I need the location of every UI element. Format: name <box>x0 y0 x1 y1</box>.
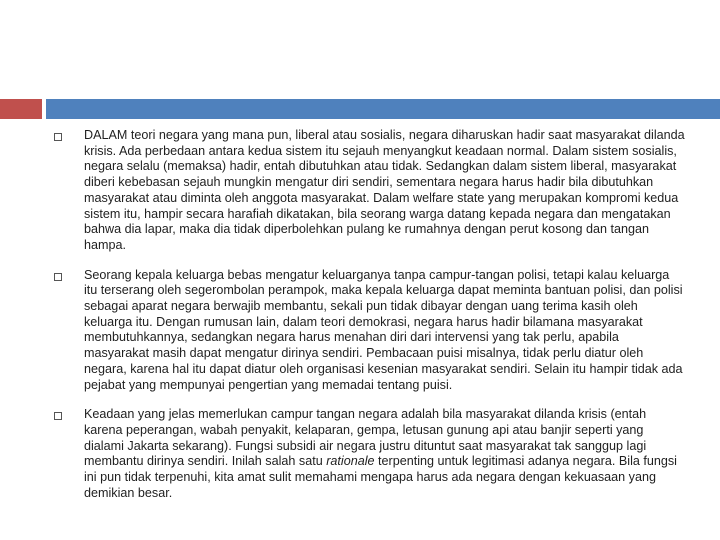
square-bullet-icon <box>54 133 62 141</box>
paragraph-text-part: terpenting untuk legitimasi adanya negara. Bila fungsi ini pun tidak terpenuhi, kita amat sulit memahami mengapa harus ada negara dengan kekuasaan yang demikian besar. <box>84 454 677 500</box>
italic-term: rationale <box>326 454 375 469</box>
paragraph <box>84 407 686 501</box>
bullet-list <box>52 128 686 515</box>
square-bullet-icon <box>54 273 62 281</box>
square-bullet-icon <box>54 412 62 420</box>
list-item <box>52 407 686 501</box>
list-item <box>52 128 686 254</box>
title-accent-bar-right <box>46 99 720 119</box>
paragraph: DALAM teori negara yang mana pun, liberal atau sosialis, negara diharuskan hadir saat masyarakat dilanda krisis. Ada perbedaan antara kedua sistem itu sejauh menyangkut keadaan normal. Dalam sistem sosialis, negara selalu (memaksa) hadir, entah dibutuhkan atau tidak. Sedangkan dalam sistem liberal, masyarakat diberi kebebasan sejauh mungkin mengatur diri sendiri, sementara negara harus hadir bila dibutuhkan masyarakat atau diminta oleh anggota masyarakat. Dalam welfare state yang merupakan kompromi kedua sistem itu, hampir secara harafiah dikatakan, bila seorang warga datang kepada negara dan mengatakan bahwa dia lapar, maka dia tidak diperbolehkan pulang ke rumahnya dengan perut kosong dan tangan hampa. <box>84 128 685 252</box>
title-accent-bar-left <box>0 99 42 119</box>
list-item <box>52 268 686 394</box>
paragraph: Seorang kepala keluarga bebas mengatur keluarganya tanpa campur-tangan polisi, tetapi kalau keluarga itu terserang oleh segerombolan perampok, maka kepala keluarga dapat meminta bantuan polisi, dan polisi sebagai aparat negara berwajib membantu, sekali pun tidak dibayar dengan uang terima kasih oleh keluarga itu. Dengan rumusan lain, dalam teori demokrasi, negara harus hadir bilamana masyarakat membutuhkannya, sedangkan negara harus menahan diri dari intervensi yang tak perlu, apabila masyarakat masih dapat mengatur dirinya sendiri. Pembacaan puisi misalnya, tidak perlu diatur oleh negara, karena hal itu dapat diatur oleh organisasi kesenian masyarakat sendiri. Selain itu hampir tidak ada pejabat yang mempunyai pengertian yang memadai tentang puisi. <box>84 267 683 392</box>
paragraph-text-part: Keadaan yang jelas memerlukan campur tangan negara adalah bila masyarakat dilanda krisis (entah karena peperangan, wabah penyakit, kelaparan, gempa, letusan gunung api atau banjir seperti yang dialami Jakarta sekarang). Fungsi subsidi air negara justru dituntut saat masyarakat tak sanggup lagi membantu dirinya sendiri. Inilah salah satu <box>84 407 647 469</box>
